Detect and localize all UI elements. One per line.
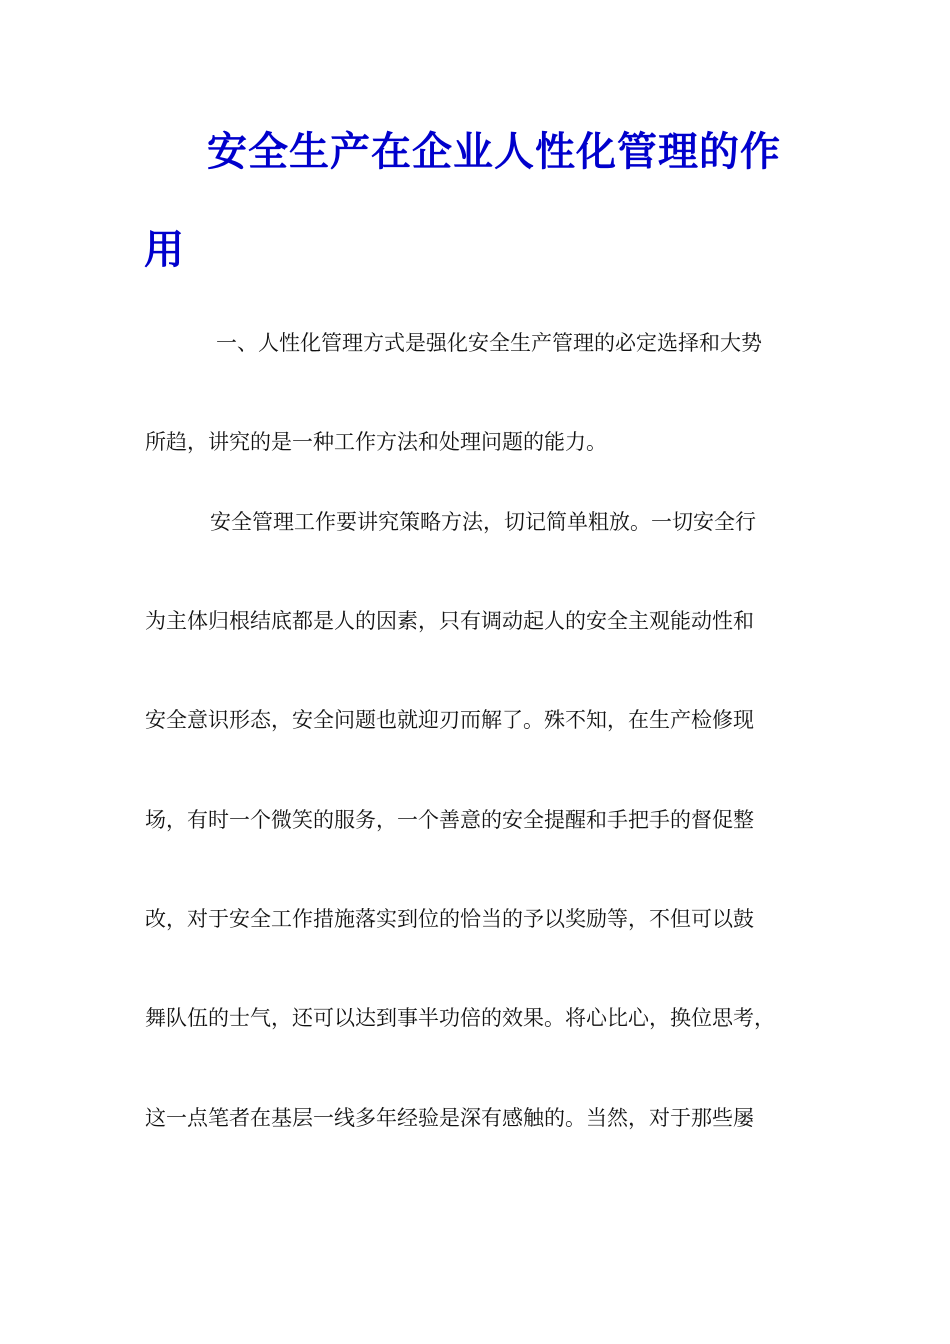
- paragraph-2-line-7: 这一点笔者在基层一线多年经验是深有感触的。当然，对于那些屡: [145, 1106, 754, 1130]
- paragraph-1-line-1: 一、人性化管理方式是强化安全生产管理的必定选择和大势: [216, 331, 762, 355]
- paragraph-2-line-5: 改，对于安全工作措施落实到位的恰当的予以奖励等，不但可以鼓: [145, 907, 754, 931]
- paragraph-1-line-2: 所趋，讲究的是一种工作方法和处理问题的能力。: [145, 430, 607, 454]
- paragraph-2-line-3: 安全意识形态，安全问题也就迎刃而解了。殊不知，在生产检修现: [145, 708, 754, 732]
- paragraph-2-line-2: 为主体归根结底都是人的因素，只有调动起人的安全主观能动性和: [145, 609, 754, 633]
- document-title-line-1: 安全生产在企业人性化管理的作: [207, 129, 781, 175]
- paragraph-2-line-4: 场，有时一个微笑的服务，一个善意的安全提醒和手把手的督促整: [145, 808, 754, 832]
- paragraph-2-line-1: 安全管理工作要讲究策略方法，切记简单粗放。一切安全行: [210, 510, 756, 534]
- paragraph-2-line-6: 舞队伍的士气，还可以达到事半功倍的效果。将心比心，换位思考，: [145, 1006, 775, 1030]
- document-title-line-2: 用: [144, 227, 185, 273]
